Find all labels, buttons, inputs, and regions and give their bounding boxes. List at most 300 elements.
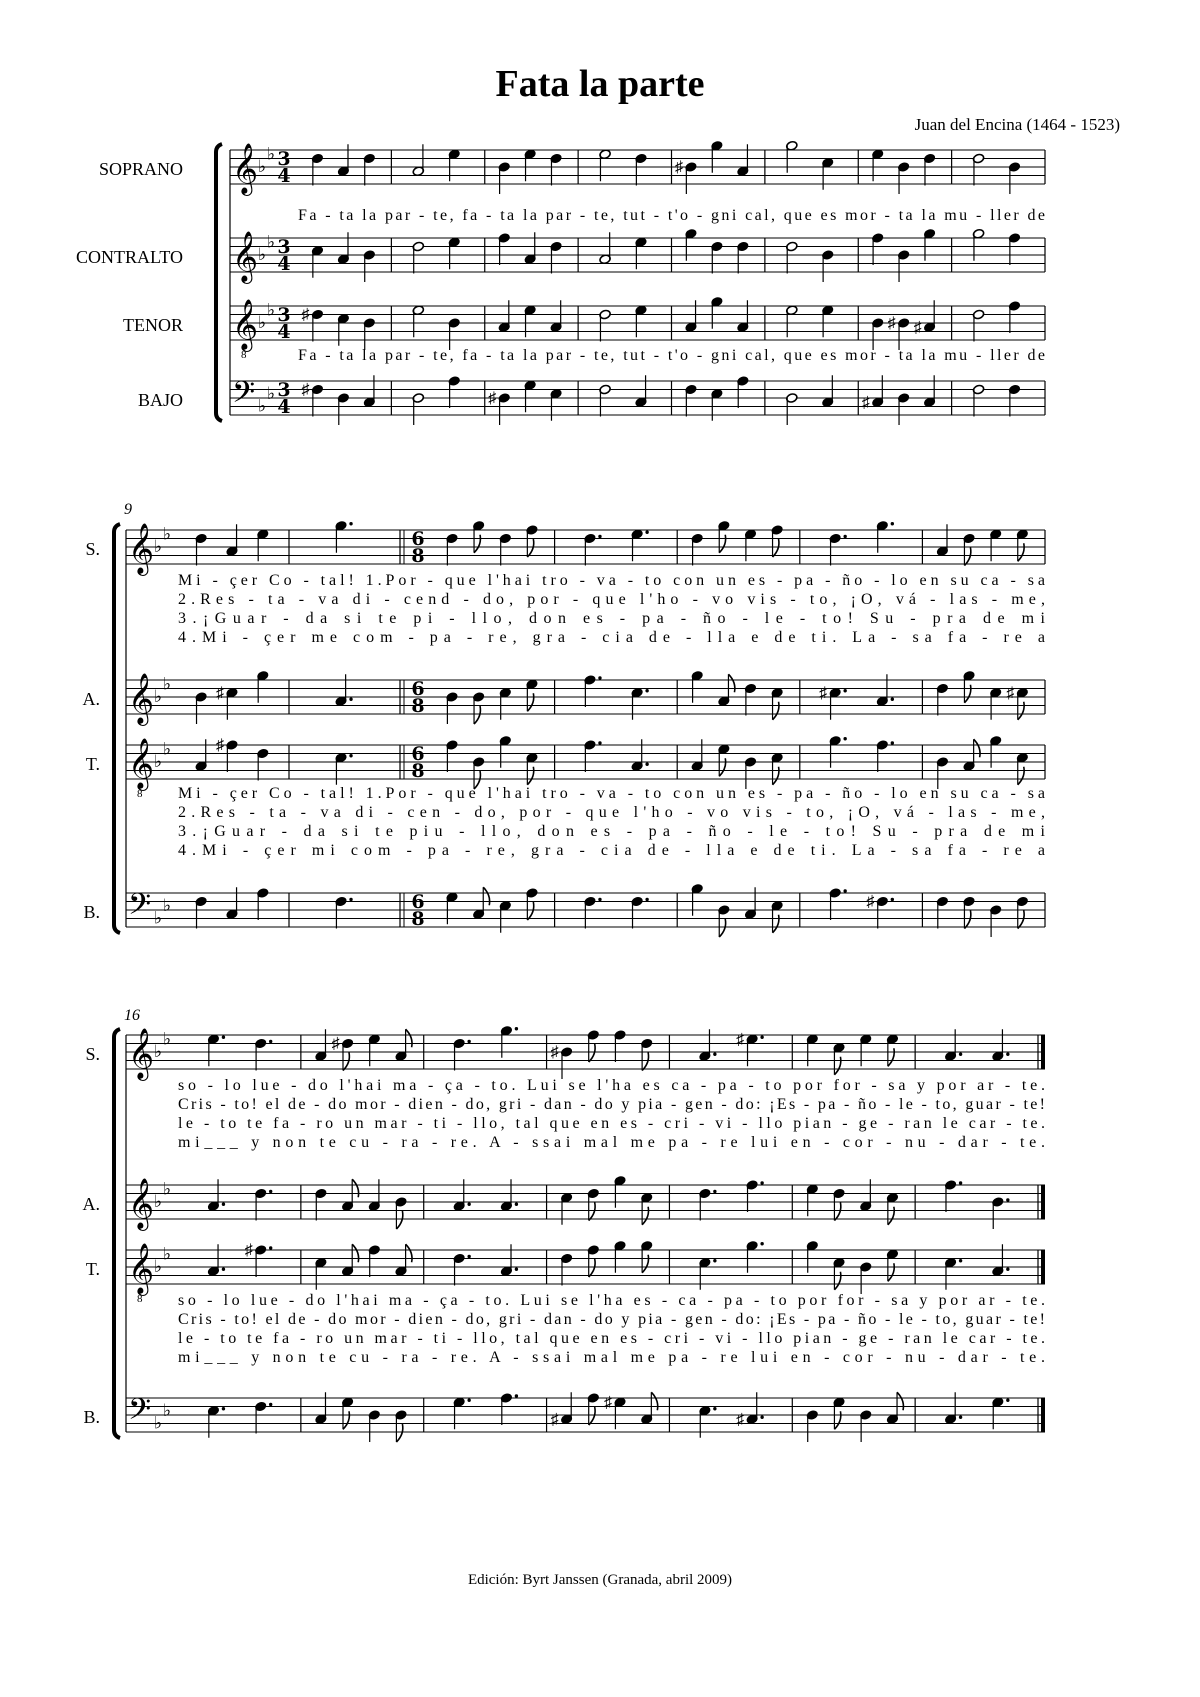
note — [822, 250, 834, 282]
note — [341, 1179, 358, 1211]
sharp-icon: ♯ — [861, 394, 870, 412]
note — [257, 748, 269, 780]
sharp-icon: ♯ — [215, 684, 224, 702]
note — [746, 1392, 764, 1424]
note — [631, 687, 649, 719]
flag — [773, 539, 779, 557]
note — [412, 144, 424, 176]
note — [550, 388, 562, 420]
note — [499, 533, 511, 565]
flag — [719, 758, 725, 776]
note — [963, 533, 975, 565]
note — [499, 687, 511, 719]
note — [207, 1405, 225, 1437]
note — [699, 1405, 717, 1437]
flag — [974, 739, 980, 757]
sharp-icon: ♯ — [1006, 684, 1015, 702]
treble-clef-icon: 𝄞 — [128, 739, 155, 788]
note — [257, 888, 269, 920]
system3-soprano-lyric-line-3: le - to te fa - ro un mar - ti - llo, tal que en es - cri - vi - llo pian - ge - ran le car - te. — [178, 1115, 1046, 1132]
augmentation-dot — [467, 1203, 470, 1206]
note — [395, 1197, 407, 1229]
page-title: Fata la parte — [495, 63, 705, 105]
note — [786, 140, 798, 172]
augmentation-dot — [645, 898, 648, 901]
sharp-icon: ♯ — [301, 306, 310, 324]
sharp-icon: ♯ — [913, 319, 922, 337]
system3-soprano-lyric-line-2: Cris - to! el de - do mor - dien - do, gri - dan - do y pia - gen - do: ¡Es - pa - ño - le - to, guar - te! — [178, 1096, 1046, 1113]
note — [641, 1240, 653, 1272]
note — [806, 1410, 818, 1442]
augmentation-dot — [760, 1242, 763, 1245]
flag — [834, 1057, 840, 1075]
bass-clef-icon: 𝄢 — [128, 888, 152, 928]
sharp-icon: ♯ — [244, 1242, 253, 1259]
augmentation-dot — [760, 1036, 763, 1039]
system3-soprano-lyric-line-4: mi___ y non te cu - ra - re. A - ssai mal me pa - re lui en - cor - nu - dar - te. — [178, 1134, 1045, 1151]
flat-icon: ♭ — [154, 1192, 163, 1211]
note — [526, 752, 538, 784]
system2-tenor-lyric-line-3: 3.¡Guar - da si te piu - llo, don es - pa - ño - le - to! Su - pra de mi — [178, 823, 1045, 840]
sharp-icon: ♯ — [550, 1044, 559, 1061]
note — [936, 683, 948, 715]
flag — [527, 767, 533, 785]
note — [1008, 301, 1020, 333]
sharp-icon: ♯ — [488, 390, 497, 407]
voice-label-short: T. — [85, 1259, 100, 1279]
system2-tenor-lyric-line-4: 4.Mi - çer mi com - pa - re, gra - cia de - lla e de ti. La - sa fa - re a — [178, 842, 1046, 859]
note — [872, 318, 884, 350]
note — [524, 305, 536, 337]
augmentation-dot — [891, 522, 894, 525]
augmentation-dot — [269, 1246, 272, 1249]
sharp-icon: ♯ — [215, 737, 224, 754]
note — [368, 1179, 380, 1211]
system2-tenor-lyric-line-2: 2.Res - ta - va di - cen - do, por - que l'ho - vo vis - to, ¡O, vá - las - me, — [178, 804, 1046, 821]
note — [691, 533, 703, 565]
note — [923, 375, 935, 407]
note — [718, 674, 735, 706]
augmentation-dot — [1006, 1198, 1009, 1201]
note — [744, 683, 756, 715]
note — [829, 687, 847, 719]
note — [699, 1029, 717, 1061]
system3-soprano-lyric-line-1: so - lo lue - do l'hai ma - ça - to. Lui se l'ha es ca - pa - to por for - sa y por ar - te. — [178, 1077, 1045, 1094]
note — [226, 687, 238, 719]
edition-credit: Edición: Byrt Janssen (Granada, abril 2009) — [467, 1572, 733, 1588]
note — [337, 232, 349, 264]
note — [587, 1245, 599, 1277]
system2-soprano-lyric-line-3: 3.¡Guar - da si te pi - llo, don es - pa - ño - le - to! Su - pra de mi — [178, 610, 1046, 627]
note — [860, 1034, 872, 1066]
note — [526, 888, 538, 920]
note — [944, 1392, 962, 1424]
voice-label-short: S. — [85, 1044, 100, 1064]
note — [631, 529, 649, 561]
augmentation-dot — [760, 1181, 763, 1184]
note — [500, 1244, 518, 1276]
note — [395, 1244, 412, 1276]
note — [737, 144, 749, 176]
note — [923, 300, 935, 332]
note — [833, 1188, 845, 1220]
bass-clef-icon: 𝄢 — [128, 1393, 152, 1433]
note — [829, 735, 847, 767]
flag — [964, 548, 970, 566]
note — [718, 905, 730, 937]
note — [771, 687, 783, 719]
note — [550, 300, 562, 332]
note — [363, 250, 375, 282]
flag — [773, 915, 779, 933]
flag — [888, 1263, 894, 1281]
voice-label-short: S. — [85, 539, 100, 559]
flag — [589, 1407, 595, 1425]
note — [711, 241, 723, 273]
flat-icon: ♭ — [163, 895, 172, 915]
note — [315, 1188, 327, 1220]
augmentation-dot — [959, 1416, 962, 1419]
note — [833, 1257, 845, 1289]
note — [587, 1393, 599, 1425]
flag — [527, 539, 533, 557]
flat-icon: ♭ — [154, 752, 163, 771]
flat-icon: ♭ — [163, 1400, 172, 1420]
augmentation-dot — [1006, 1053, 1009, 1056]
flag — [396, 1211, 402, 1229]
note — [472, 887, 489, 919]
note — [822, 157, 834, 189]
note — [498, 393, 510, 425]
note — [786, 305, 798, 337]
time-signature-top: 6 — [411, 528, 425, 550]
augmentation-dot — [515, 1203, 518, 1206]
note — [886, 1392, 903, 1424]
augmentation-dot — [959, 1053, 962, 1056]
treble-clef-icon: 𝄞 — [232, 300, 259, 349]
note — [412, 241, 424, 273]
note — [860, 1262, 872, 1294]
system3-tenor-lyric-line-3: le - to te fa - ro un mar - ti - llo, tal que en es - cri - vi - llo pian - ge - ran le car - te. — [178, 1330, 1046, 1347]
note — [472, 692, 484, 724]
note — [526, 525, 538, 557]
flag — [343, 1411, 349, 1429]
note — [685, 384, 697, 416]
system1-tenor-lyric-line-1: Fa - ta la par - te, fa - ta la par - te, tut - t'o - gni cal, que es mor - ta la mu - ller de — [298, 347, 1045, 364]
note — [744, 887, 756, 919]
bass-clef-icon: 𝄢 — [232, 376, 256, 416]
time-signature-top: 3 — [277, 236, 291, 258]
note — [872, 375, 884, 407]
note — [718, 520, 730, 552]
measure-number: 9 — [124, 501, 132, 518]
sharp-icon: ♯ — [604, 1394, 613, 1412]
note — [599, 149, 611, 181]
note — [335, 752, 353, 784]
flag — [642, 1053, 648, 1071]
note — [335, 674, 353, 706]
flag — [642, 1207, 648, 1225]
note — [685, 300, 697, 332]
voice-label-soprano: SOPRANO — [98, 159, 183, 179]
flag — [719, 919, 725, 937]
augmentation-dot — [349, 522, 352, 525]
note — [448, 149, 460, 181]
flag — [589, 1044, 595, 1062]
note — [446, 533, 458, 565]
note — [711, 388, 723, 420]
flag — [1018, 702, 1024, 720]
note — [711, 296, 723, 328]
note — [207, 1244, 225, 1276]
augmentation-dot — [843, 535, 846, 538]
octave-marker: 8 — [241, 349, 247, 361]
note — [195, 692, 207, 724]
note — [412, 393, 424, 425]
note — [195, 533, 207, 565]
note — [876, 520, 894, 552]
note — [207, 1034, 225, 1066]
time-signature-bottom: 4 — [277, 396, 291, 418]
augmentation-dot — [467, 1399, 470, 1402]
treble-clef-icon: 𝄞 — [128, 1244, 155, 1293]
note — [395, 1410, 407, 1442]
sharp-icon: ♯ — [736, 1031, 745, 1049]
composer-credit: Juan del Encina (1464 - 1523) — [914, 115, 1120, 134]
note — [806, 1034, 818, 1066]
augmentation-dot — [843, 689, 846, 692]
note — [1008, 384, 1020, 416]
flat-icon: ♭ — [163, 739, 172, 759]
note — [963, 896, 975, 928]
flag — [589, 1259, 595, 1277]
note — [526, 679, 538, 711]
note — [446, 740, 458, 772]
flag — [396, 1424, 402, 1442]
note — [500, 1179, 518, 1211]
augmentation-dot — [645, 763, 648, 766]
augmentation-dot — [713, 1407, 716, 1410]
flag — [964, 911, 970, 929]
flag — [834, 1203, 840, 1221]
note — [691, 739, 703, 771]
time-signature-top: 3 — [277, 304, 291, 326]
treble-clef-icon: 𝄞 — [128, 1179, 155, 1228]
voice-label-tenor: TENOR — [123, 315, 183, 335]
staff-soprano — [230, 150, 1045, 184]
flat-icon: ♭ — [267, 232, 276, 252]
note — [499, 900, 511, 932]
note — [771, 752, 783, 784]
flag — [1018, 911, 1024, 929]
note — [1016, 752, 1028, 784]
note — [833, 1042, 845, 1074]
note — [368, 1245, 380, 1277]
note — [500, 1025, 518, 1057]
time-signature-bottom: 4 — [277, 165, 291, 187]
note — [972, 153, 984, 185]
note — [524, 232, 536, 264]
augmentation-dot — [713, 1259, 716, 1262]
time-signature-bottom: 4 — [277, 253, 291, 275]
augmentation-dot — [598, 898, 601, 901]
sharp-icon: ♯ — [331, 1035, 340, 1053]
sharp-icon: ♯ — [550, 1411, 559, 1429]
note — [737, 376, 749, 408]
voice-label-short: A. — [82, 689, 100, 709]
note — [990, 687, 1002, 719]
note — [886, 1249, 898, 1281]
note — [936, 524, 948, 556]
time-signature-bottom: 8 — [411, 545, 425, 567]
time-signature-bottom: 8 — [411, 908, 425, 930]
note — [872, 149, 884, 181]
flag — [651, 1392, 657, 1410]
voice-label-short: A. — [82, 1194, 100, 1214]
note — [195, 896, 207, 928]
note — [560, 1047, 572, 1079]
flag — [474, 535, 480, 553]
note — [872, 233, 884, 265]
augmentation-dot — [269, 1190, 272, 1193]
augmentation-dot — [891, 898, 894, 901]
flag — [642, 1255, 648, 1273]
note — [412, 305, 424, 337]
system-bracket — [114, 1029, 120, 1438]
note — [1008, 162, 1020, 194]
note — [498, 162, 510, 194]
treble-clef-icon: 𝄞 — [128, 674, 155, 723]
sharp-icon: ♯ — [736, 1411, 745, 1429]
time-signature-top: 6 — [411, 678, 425, 700]
sharp-icon: ♯ — [301, 381, 310, 399]
note — [737, 241, 749, 273]
flag — [527, 693, 533, 711]
flag — [352, 1179, 358, 1197]
time-signature-bottom: 4 — [277, 321, 291, 343]
flat-icon: ♭ — [163, 674, 172, 694]
note — [737, 300, 749, 332]
note — [691, 883, 703, 915]
augmentation-dot — [269, 1403, 272, 1406]
flag — [589, 1203, 595, 1221]
note — [448, 318, 460, 350]
voice-label-bajo: BAJO — [137, 390, 183, 410]
augmentation-dot — [349, 898, 352, 901]
note — [641, 1192, 653, 1224]
staff-t — [126, 1250, 1045, 1284]
sharp-icon: ♯ — [819, 684, 828, 702]
note — [923, 228, 935, 260]
note — [936, 896, 948, 928]
system2-soprano-lyric-line-4: 4.Mi - çer me com - pa - re, gra - cia de - lla e de ti. La - sa fa - re a — [178, 629, 1045, 646]
measure-number: 16 — [124, 1007, 140, 1024]
note — [944, 1257, 962, 1289]
time-signature-top: 6 — [411, 891, 425, 913]
note — [614, 1030, 626, 1062]
augmentation-dot — [843, 737, 846, 740]
note — [990, 735, 1002, 767]
note — [226, 524, 238, 556]
note — [337, 313, 349, 345]
note — [699, 1257, 717, 1289]
note — [311, 309, 323, 341]
note — [395, 1029, 412, 1061]
note — [587, 1188, 599, 1220]
treble-clef-icon: 𝄞 — [232, 144, 259, 193]
note — [746, 1034, 764, 1066]
flat-icon: ♭ — [163, 1029, 172, 1049]
note — [315, 1257, 327, 1289]
flag — [483, 887, 489, 905]
flat-icon: ♭ — [154, 1042, 163, 1061]
voice-label-short: B. — [83, 1407, 100, 1427]
note — [226, 740, 238, 772]
note — [897, 250, 909, 282]
note — [641, 1392, 658, 1424]
flag — [728, 674, 734, 692]
augmentation-dot — [760, 1416, 763, 1419]
augmentation-dot — [713, 1053, 716, 1056]
treble-clef-icon: 𝄞 — [232, 232, 259, 281]
note — [860, 1410, 872, 1442]
note — [498, 300, 510, 332]
note — [446, 692, 458, 724]
time-signature-bottom: 8 — [411, 760, 425, 782]
flag — [888, 1207, 894, 1225]
note — [499, 735, 511, 767]
augmentation-dot — [1006, 1399, 1009, 1402]
flag — [474, 706, 480, 724]
note — [822, 305, 834, 337]
note — [1016, 529, 1028, 561]
flag — [834, 1411, 840, 1429]
note — [550, 241, 562, 273]
flat-icon: ♭ — [154, 1413, 163, 1433]
note — [337, 393, 349, 425]
augmentation-dot — [645, 689, 648, 692]
note — [806, 1240, 818, 1272]
voice-label-short: T. — [85, 754, 100, 774]
treble-clef-icon: 𝄞 — [128, 524, 155, 573]
note — [897, 162, 909, 194]
system2-soprano-lyric-line-2: 2.Res - ta - va di - cend - do, por - que l'ho - vo vis - to, ¡O, vá - las - me, — [178, 591, 1045, 608]
flag — [527, 902, 533, 920]
note — [315, 1392, 327, 1424]
flat-icon: ♭ — [163, 524, 172, 544]
note — [311, 245, 323, 277]
treble-clef-icon: 𝄞 — [128, 1029, 155, 1078]
octave-marker: 8 — [137, 1293, 143, 1305]
flag — [406, 1029, 412, 1047]
time-signature-top: 3 — [277, 379, 291, 401]
voice-label-contralto: CONTRALTO — [75, 247, 183, 267]
sharp-icon: ♯ — [866, 893, 875, 911]
augmentation-dot — [467, 1040, 470, 1043]
augmentation-dot — [959, 1259, 962, 1262]
note — [1016, 687, 1028, 719]
note — [363, 375, 375, 407]
note — [446, 892, 458, 924]
note — [453, 1397, 471, 1429]
augmentation-dot — [222, 1407, 225, 1410]
augmentation-dot — [843, 889, 846, 892]
note — [711, 140, 723, 172]
note — [972, 228, 984, 260]
augmentation-dot — [598, 676, 601, 679]
system3-tenor-lyric-line-1: so - lo lue - do l'hai ma - ça - to. Lui se l'ha es - ca - pa - to por for - sa y por ar - te. — [178, 1292, 1046, 1309]
flat-icon: ♭ — [267, 300, 276, 320]
